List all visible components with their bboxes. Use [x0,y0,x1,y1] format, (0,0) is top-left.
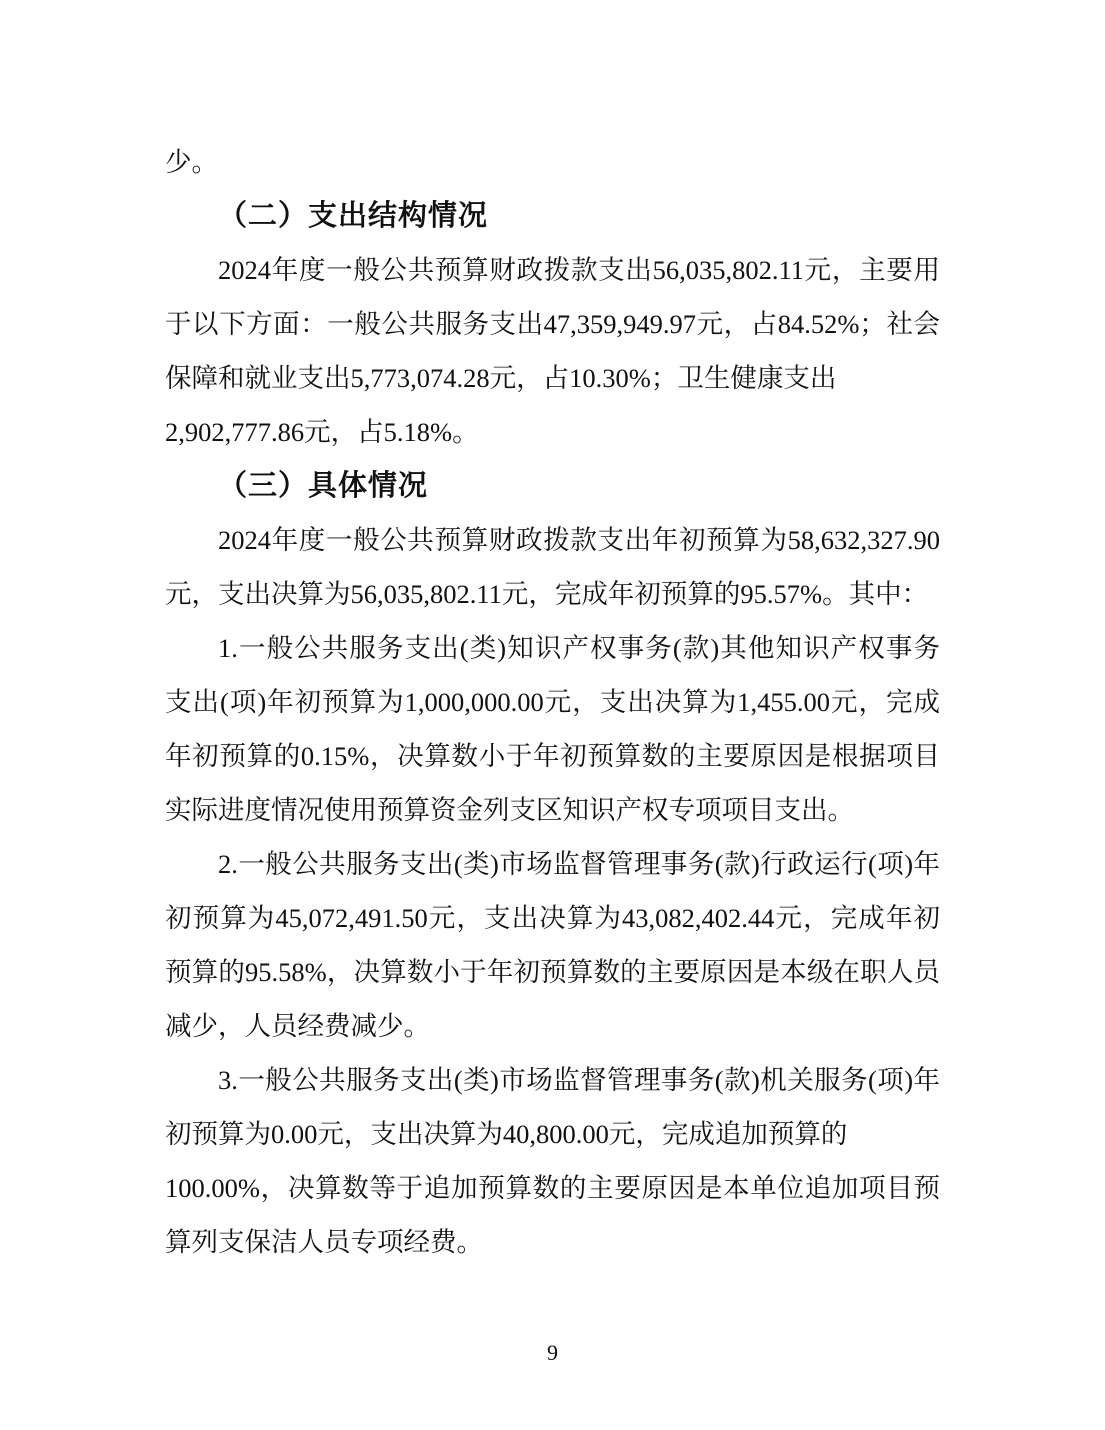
text-line: 初预算为0.00元，支出决算为40,800.00元，完成追加预算的 [165,1119,848,1149]
paragraph [165,1053,940,1269]
page-number: 9 [547,1340,558,1365]
text-line: 2.一般公共服务支出(类)市场监督管理事务(款)行政运行(项)年 [218,849,940,879]
text-line: 减少，人员经费减少。 [165,1011,430,1041]
heading-line: （三）具体情况 [218,470,429,502]
text-line: 1.一般公共服务支出(类)知识产权事务(款)其他知识产权事务 [218,633,940,663]
paragraph [165,837,940,1053]
text-line: 于以下方面：一般公共服务支出47,359,949.97元，占84.52%；社会 [165,309,940,339]
section-heading [165,189,940,243]
text-line: 算列支保洁人员专项经费。 [165,1227,483,1257]
text-line: 少。 [165,147,218,177]
text-line: 预算的95.58%，决算数小于年初预算数的主要原因是本级在职人员 [165,957,940,987]
text-line: 支出(项)年初预算为1,000,000.00元，支出决算为1,455.00元，完成 [165,687,940,717]
text-line: 初预算为45,072,491.50元，支出决算为43,082,402.44元，完成年初 [165,903,940,933]
paragraph [165,513,940,621]
text-line: 2,902,777.86元，占5.18%。 [165,417,479,447]
text-block [165,135,940,1269]
text-line: 保障和就业支出5,773,074.28元，占10.30%；卫生健康支出 [165,363,837,393]
paragraph [165,621,940,837]
text-line: 100.00%，决算数等于追加预算数的主要原因是本单位追加项目预 [165,1173,940,1203]
paragraph [165,135,940,189]
heading-line: （二）支出结构情况 [218,200,489,232]
text-line: 元，支出决算为56,035,802.11元，完成年初预算的95.57%。其中： [165,579,929,609]
paragraph [165,243,940,459]
text-line: 实际进度情况使用预算资金列支区知识产权专项项目支出。 [165,795,854,825]
text-line: 2024年度一般公共预算财政拨款支出56,035,802.11元，主要用 [218,255,940,285]
text-line: 年初预算的0.15%，决算数小于年初预算数的主要原因是根据项目 [165,741,940,771]
text-line: 3.一般公共服务支出(类)市场监督管理事务(款)机关服务(项)年 [218,1065,940,1095]
text-line: 2024年度一般公共预算财政拨款支出年初预算为58,632,327.90 [218,525,940,555]
section-heading [165,459,940,513]
